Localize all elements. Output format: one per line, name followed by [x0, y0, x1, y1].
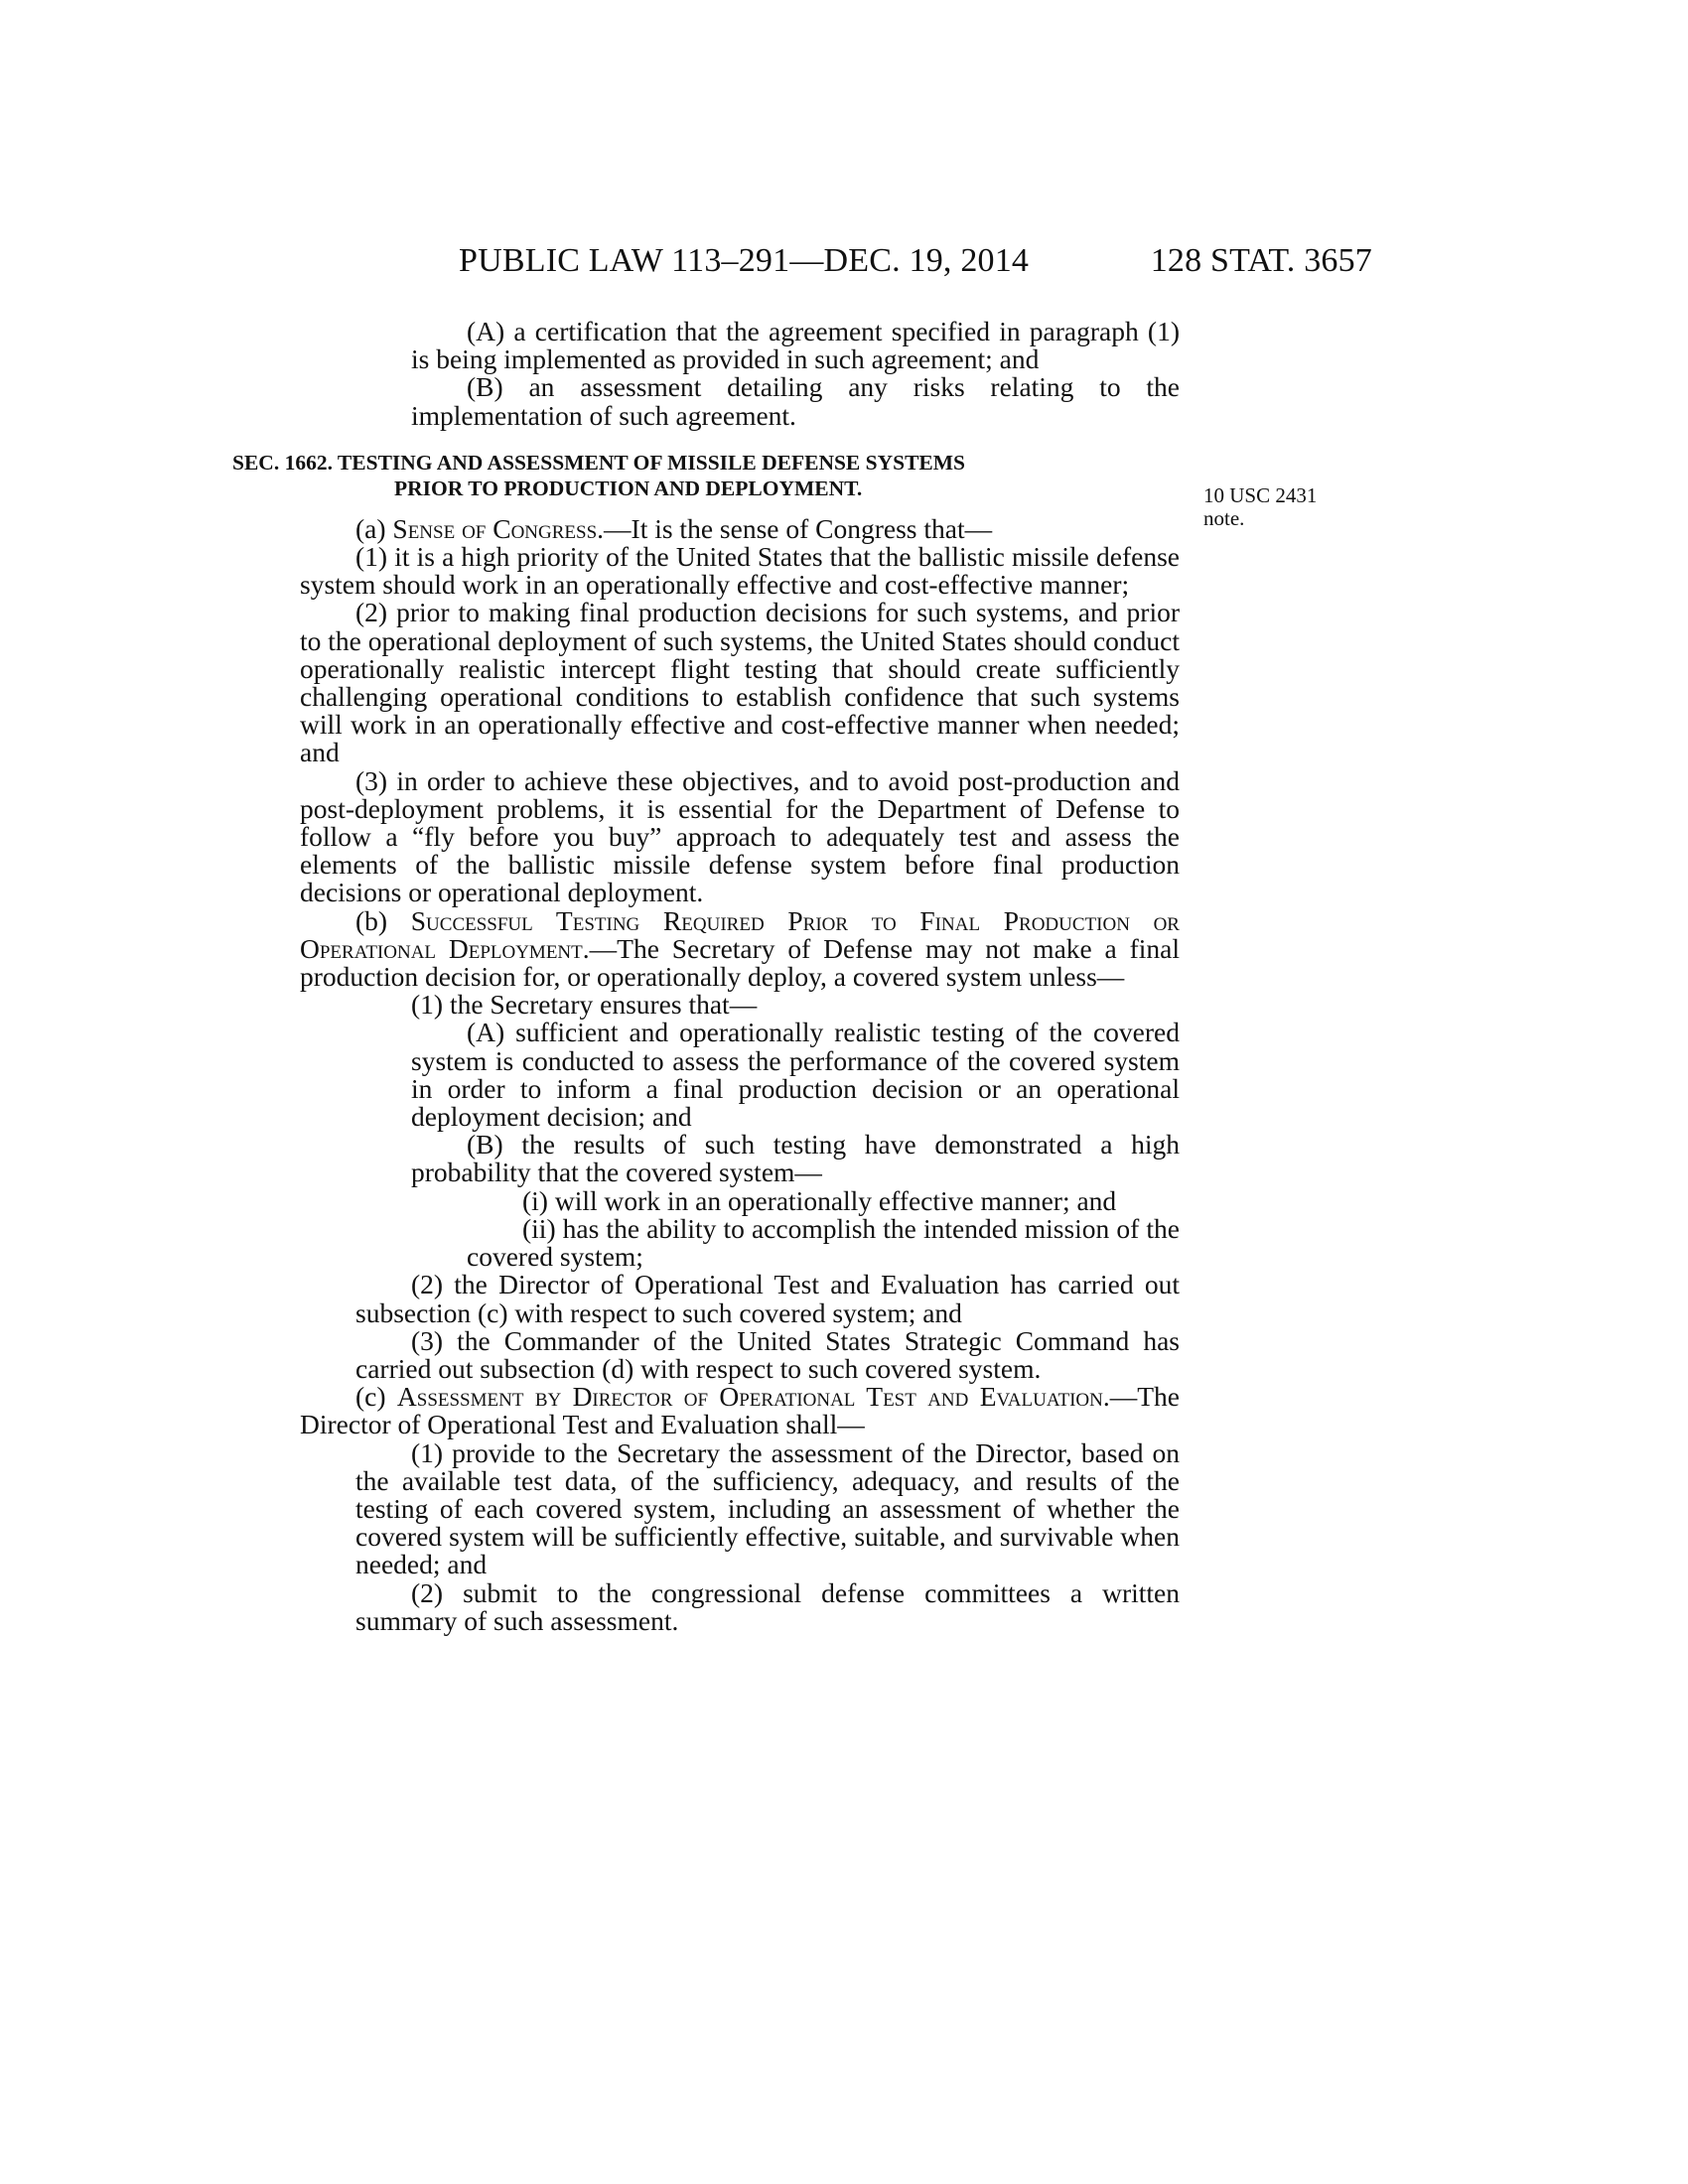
subsection-a [300, 512, 1180, 544]
subsection-b-lead: (b) [355, 904, 411, 936]
subsection-c-text: .—The Director of Operational Test and Evaluation shall— [300, 1381, 1180, 1440]
usc-reference: 10 USC 2431 [1203, 483, 1318, 507]
margin-note [1203, 484, 1352, 530]
subsection-a-lead: (a) [355, 512, 393, 544]
public-law-citation: PUBLIC LAW 113–291—DEC. 19, 2014 [459, 242, 1030, 279]
paragraph-top-B: (B) an assessment detailing any risks relating to the implementation of such agreement. [411, 371, 1180, 431]
subsection-b-title: Successful Testing Required Prior to Final Production or Operational Deployment [300, 904, 1180, 964]
subsection-a-title: Sense of Congress [392, 512, 598, 544]
subsection-b [300, 904, 1180, 993]
paragraph-b1Bi: (i) will work in an operationally effective manner; and [522, 1184, 1117, 1216]
statute-page-number: 128 STAT. 3657 [1150, 242, 1372, 279]
document-body [232, 316, 1180, 1636]
paragraph-c1: (1) provide to the Secretary the assessment of the Director, based on the available test data, of the sufficiency, adequacy, and results of the testing of each covered system, including an assessment of whether the covered system will be sufficiently effective, suitable, and survivable when needed; and [355, 1436, 1180, 1580]
paragraph-b3: (3) the Commander of the United States Strategic Command has carried out subsection (d) with respect to such covered system. [355, 1324, 1180, 1384]
paragraph-b2: (2) the Director of Operational Test and Evaluation has carried out subsection (c) with respect to such covered system; and [355, 1269, 1180, 1328]
subsection-c [300, 1383, 1180, 1438]
section-heading-line1: SEC. 1662. TESTING AND ASSESSMENT OF MISSILE DEFENSE SYSTEMS [232, 450, 966, 475]
subsection-c-title: Assessment by Director of Operational Test and Evaluation [396, 1381, 1103, 1413]
paragraph-a2: (2) prior to making final production decisions for such systems, and prior to the operational deployment of such systems, the United States should conduct operationally realistic intercept flight testing that should create sufficiently challenging operational conditions to establish confidence that such systems will work in an operationally effective and cost-effective manner when needed; and [300, 597, 1180, 768]
paragraph-a3: (3) in order to achieve these objectives, and to avoid post-production and post-deployment problems, it is essential for the Department of Defense to follow a “fly before you buy” approach to adequately test and assess the elements of the ballistic missile defense system before final production decisions or operational deployment. [300, 764, 1180, 908]
subsection-a-text: .—It is the sense of Congress that— [597, 512, 993, 544]
section-heading [232, 450, 1180, 501]
paragraph-top-A: (A) a certification that the agreement specified in paragraph (1) is being implemented as provided in such agreement; and [411, 316, 1180, 375]
subsection-b-text: .—The Secretary of Defense may not make a final production decision for, or operationally deploy, a covered system unless— [300, 932, 1180, 993]
paragraph-b1Bii: (ii) has the ability to accomplish the intended mission of the covered system; [467, 1212, 1180, 1273]
paragraph-b1: (1) the Secretary ensures that— [411, 989, 758, 1021]
section-heading-line2: PRIOR TO PRODUCTION AND DEPLOYMENT. [394, 476, 863, 500]
paragraph-b1B: (B) the results of such testing have demonstrated a high probability that the covered system— [411, 1129, 1180, 1188]
paragraph-b1A: (A) sufficient and operationally realistic testing of the covered system is conducted to assess the performance of the covered system in order to inform a final production decision or an operational deployment decision; and [411, 1017, 1180, 1133]
subsection-c-lead: (c) [355, 1381, 397, 1413]
usc-note: note. [1203, 506, 1245, 530]
paragraph-c2: (2) submit to the congressional defense committees a written summary of such assessment. [355, 1576, 1180, 1636]
page-header [459, 242, 1372, 282]
paragraph-a1: (1) it is a high priority of the United States that the ballistic missile defense system should work in an operationally effective and cost-effective manner; [300, 541, 1180, 601]
